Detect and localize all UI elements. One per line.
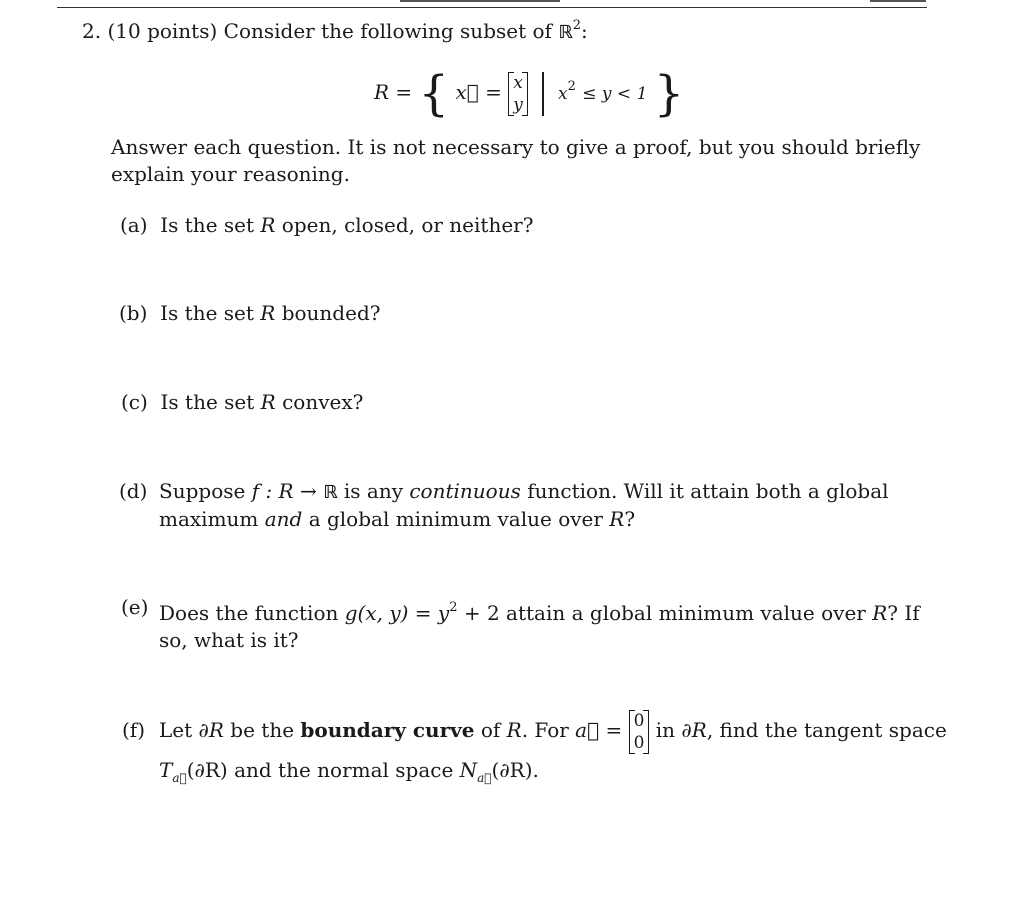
tangent-sub: a⃗ bbox=[172, 771, 187, 785]
part-c-text-post: convex? bbox=[275, 390, 364, 414]
part-e-s2: + 2 attain a global minimum value over bbox=[457, 601, 873, 625]
part-e-var: R bbox=[872, 601, 888, 625]
part-f-line2 bbox=[159, 757, 539, 792]
heading-colon: : bbox=[581, 19, 588, 43]
part-d-label: (d) bbox=[119, 479, 148, 503]
part-d-continuous: continuous bbox=[409, 479, 521, 503]
problem-heading bbox=[82, 12, 588, 46]
set-vector: x⃗ = bbox=[455, 80, 502, 104]
such-that-bar bbox=[542, 72, 544, 116]
vector-bottom: y bbox=[513, 94, 523, 115]
part-c-text-pre: Is the set bbox=[160, 390, 261, 414]
part-a-text-post: open, closed, or neither? bbox=[275, 213, 534, 237]
part-e-label: (e) bbox=[121, 595, 149, 619]
part-f-bold: boundary curve bbox=[300, 718, 475, 742]
header-rule bbox=[57, 7, 927, 8]
part-d-and: and bbox=[264, 507, 303, 531]
part-f-avec: a⃗ = bbox=[575, 718, 623, 742]
part-b-var: R bbox=[260, 301, 276, 325]
part-e bbox=[159, 594, 929, 654]
part-f-s5: in bbox=[655, 718, 682, 742]
set-definition bbox=[374, 62, 685, 122]
reals-exponent: 2 bbox=[572, 18, 582, 33]
part-b-text-post: bounded? bbox=[275, 301, 381, 325]
part-d-s5: ? bbox=[624, 507, 636, 531]
part-e-exp: 2 bbox=[449, 600, 458, 615]
part-d-s2: is any bbox=[337, 479, 410, 503]
part-f-line2-b: (∂R). bbox=[491, 758, 539, 782]
part-f-label: (f) bbox=[122, 718, 146, 742]
part-d-s4: a global minimum value over bbox=[302, 507, 610, 531]
part-c bbox=[121, 389, 363, 416]
part-b bbox=[119, 300, 380, 327]
part-c-label: (c) bbox=[121, 390, 148, 414]
set-lhs: R = bbox=[374, 80, 413, 104]
part-d bbox=[159, 478, 929, 533]
column-vector-xy bbox=[508, 72, 528, 116]
part-f-s2: be the bbox=[223, 718, 301, 742]
left-brace: { bbox=[418, 65, 450, 122]
part-f-s6: , find the tangent space bbox=[706, 718, 947, 742]
part-f-boundary: ∂R bbox=[198, 718, 224, 742]
part-e-g: g(x, y) = y bbox=[344, 601, 450, 625]
condition-rest: ≤ y < 1 bbox=[582, 84, 648, 104]
part-c-var: R bbox=[260, 390, 276, 414]
problem-number: 2. bbox=[82, 19, 102, 43]
header-rule-fragment-right bbox=[870, 0, 926, 2]
part-a bbox=[120, 212, 533, 239]
part-e-s1: Does the function bbox=[159, 601, 345, 625]
part-f-boundary2: ∂R bbox=[681, 718, 707, 742]
part-d-f: f : R → bbox=[251, 479, 324, 503]
vector-top: x bbox=[513, 72, 523, 93]
normal-sub: a⃗ bbox=[477, 771, 492, 785]
part-e-s3: ? If so, what is it? bbox=[159, 601, 920, 652]
problem-intro: Consider the following subset of bbox=[223, 19, 552, 43]
part-b-label: (b) bbox=[119, 301, 148, 325]
reals-symbol-d: ℝ bbox=[323, 482, 338, 503]
part-f-s3: of bbox=[474, 718, 507, 742]
part-b-text-pre: Is the set bbox=[160, 301, 261, 325]
right-brace: } bbox=[653, 65, 685, 122]
part-a-text-pre: Is the set bbox=[160, 213, 261, 237]
part-d-var: R bbox=[609, 507, 625, 531]
part-f-line1 bbox=[159, 704, 947, 756]
part-f-s4: . For bbox=[521, 718, 576, 742]
part-d-s3: function. Will it attain both a global maximum bbox=[159, 479, 889, 531]
zero-top: 0 bbox=[633, 710, 645, 731]
part-f-s1: Let bbox=[159, 718, 199, 742]
part-a-label: (a) bbox=[120, 213, 148, 237]
problem-points: (10 points) bbox=[107, 19, 218, 43]
instructions: Answer each question. It is not necessary to give a proof, but you should briefly explain your reasoning. bbox=[111, 135, 921, 186]
normal-N: N bbox=[459, 758, 478, 782]
tangent-T: T bbox=[159, 758, 173, 782]
part-f-line2-a: (∂R) and the normal space bbox=[186, 758, 460, 782]
zero-bottom: 0 bbox=[633, 732, 645, 753]
condition-exponent: 2 bbox=[567, 79, 576, 94]
reals-symbol: ℝ bbox=[558, 22, 573, 43]
header-rule-fragment bbox=[400, 0, 560, 2]
part-a-var: R bbox=[260, 213, 276, 237]
condition-base: x bbox=[558, 84, 568, 104]
part-d-s1: Suppose bbox=[159, 479, 252, 503]
part-f-var: R bbox=[506, 718, 522, 742]
column-vector-zero bbox=[629, 710, 650, 754]
